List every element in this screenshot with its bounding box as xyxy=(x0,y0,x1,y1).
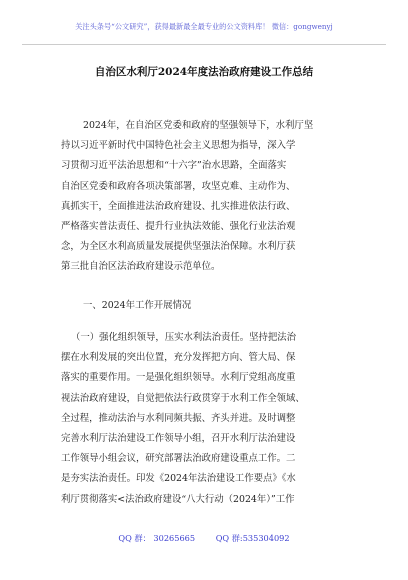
footer-qq-group-1: QQ 群： 30265665 xyxy=(118,533,196,543)
body-line: 落实的重要作用。一是强化组织领导。水利厅党组高度重 xyxy=(61,372,296,384)
body-line: 摆在水利发展的突出位置，充分发挥把方向、管大局、保 xyxy=(61,352,296,364)
body-line: 工作领导小组会议，研究部署法治政府建设重点工作。二 xyxy=(61,453,296,465)
header-banner: 关注头条号“公文研究”，获得最新最全最专业的公文资料库！ 微信：gongwenyj xyxy=(75,22,333,31)
intro-line: 自治区党委和政府各项决策部署，攻坚克难、主动作为、 xyxy=(61,180,296,192)
intro-paragraph xyxy=(61,116,345,278)
intro-line: 持以习近平新时代中国特色社会主义思想为指导，深入学 xyxy=(61,140,296,152)
header-divider xyxy=(22,44,386,45)
intro-line: 习贯彻习近平法治思想和“十六字”治水思路，全面落实 xyxy=(61,160,287,172)
body-paragraph xyxy=(61,328,345,510)
footer-qq-group-2: QQ 群:535304092 xyxy=(215,533,290,543)
intro-line: 严格落实普法责任、提升行业执法效能、强化行业法治观 xyxy=(61,221,296,233)
body-line: （一）强化组织领导，压实水利法治责任。坚持把法治 xyxy=(71,332,297,343)
section-heading: 一、2024年工作开展情况 xyxy=(83,300,192,311)
footer xyxy=(0,532,408,544)
document-title: 自治区水利厅2024年度法治政府建设工作总结 xyxy=(94,66,314,78)
body-line: 利厅贯彻落实<法治政府建设“八大行动（2024年）”工作 xyxy=(61,493,295,505)
body-line: 是夯实法治责任。印发《2024年法治建设工作要点》《水 xyxy=(61,473,296,485)
body-line: 完善水利厅法治建设工作领导小组，召开水利厅法治建设 xyxy=(61,433,296,445)
body-line: 全过程，推动法治与水利同频共振、齐头并进。及时调整 xyxy=(61,412,296,424)
intro-line: 念，为全区水利高质量发展提供坚强法治保障。水利厅获 xyxy=(61,241,296,253)
intro-line: 2024年，在自治区党委和政府的坚强领导下，水利厅坚 xyxy=(83,120,314,131)
intro-line: 真抓实干，全面推进法治政府建设、扎实推进依法行政、 xyxy=(61,200,296,212)
body-line: 视法治政府建设，自觉把依法行政贯穿于水利工作全领域、 xyxy=(61,392,305,404)
intro-line: 第三批自治区法治政府建设示范单位。 xyxy=(61,261,221,273)
